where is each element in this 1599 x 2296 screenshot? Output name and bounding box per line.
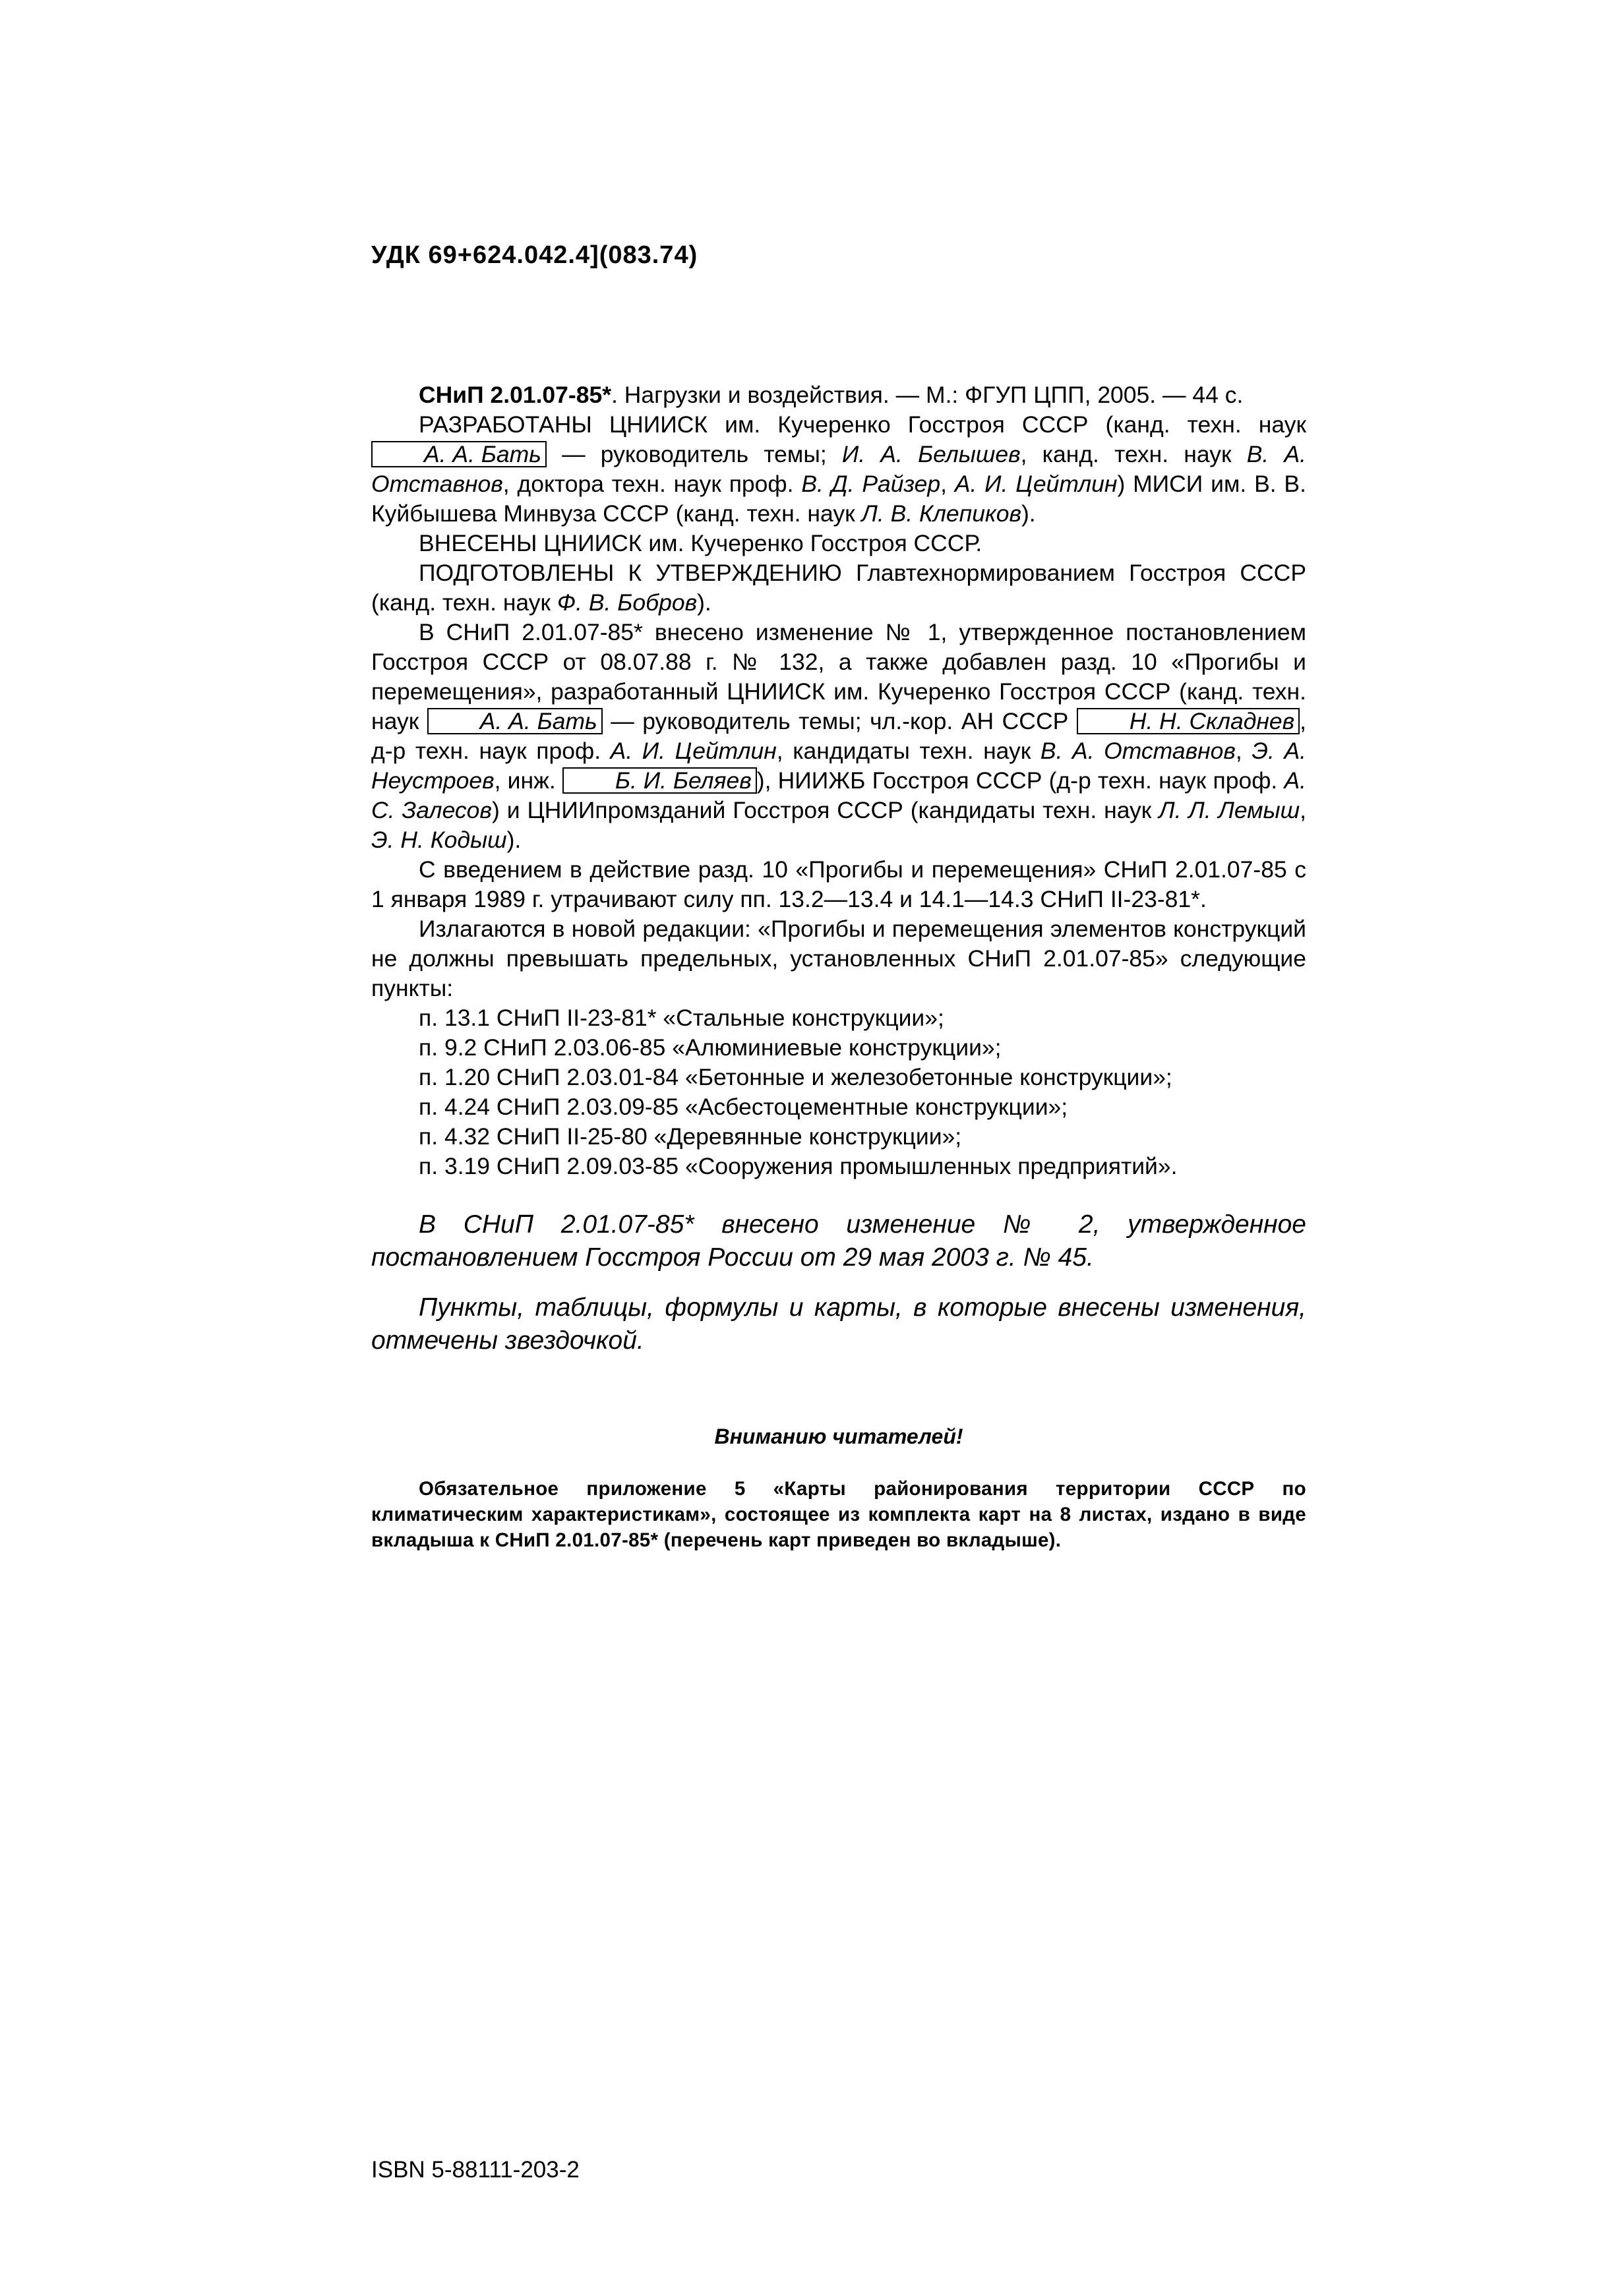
amendment-notes xyxy=(371,1208,1306,1357)
amendment1-paragraph xyxy=(371,618,1306,855)
text-fragment: ). xyxy=(697,589,711,616)
amendment2-paragraph: В СНиП 2.01.07-85* внесено изменение № 2, утвержденное постановлением Госстроя России от 29 мая 2003 г. № 45. xyxy=(371,1210,1306,1272)
boxed-name-bat: А. А. Бать xyxy=(371,441,547,467)
clause-item: п. 9.2 СНиП 2.03.06-85 «Алюминиевые конструкции»; xyxy=(419,1034,1002,1061)
person-name: А. И. Цейтлин xyxy=(610,738,777,764)
text-fragment: РАЗРАБОТАНЫ ЦНИИСК им. Кучеренко Госстроя СССР (канд. техн. наук xyxy=(419,411,1306,438)
standard-code: СНиП 2.01.07-85* xyxy=(419,382,612,408)
text-fragment: , канд. техн. наук xyxy=(1020,441,1247,467)
isbn: ISBN 5-88111-203-2 xyxy=(371,2157,580,2183)
text-fragment: , д-р техн. наук проф. xyxy=(371,708,1307,764)
text-fragment: ) МИСИ им. В. В. Куйбышева Минвуза СССР (канд. техн. наук xyxy=(371,471,1306,527)
clause-item: п. 13.1 СНиП II-23-81* «Стальные конструкции»; xyxy=(419,1005,944,1031)
person-name: Э. А. Неустроев xyxy=(371,738,1306,794)
text-fragment: ), НИИЖБ Госстроя СССР (д-р техн. наук проф. xyxy=(756,767,1284,794)
person-name: В. А. Отставнов xyxy=(1040,738,1236,764)
text-fragment: , xyxy=(1300,797,1306,823)
person-name: Л. Л. Лемыш xyxy=(1159,797,1300,823)
readers-notice-title: Вниманию читателей! xyxy=(714,1425,963,1448)
clause-list xyxy=(371,1003,1306,1181)
document-body xyxy=(371,380,1306,1553)
text-fragment: , доктора техн. наук проф. xyxy=(502,471,802,497)
text-fragment: , xyxy=(1235,738,1252,764)
person-name: В. Д. Райзер xyxy=(801,471,941,497)
text-fragment: ) и ЦНИИпромзданий Госстроя СССР (кандидаты техн. наук xyxy=(491,797,1159,823)
citation-text: . Нагрузки и воздействия. — М.: ФГУП ЦПП, 2005. — 44 с. xyxy=(611,382,1244,408)
text-fragment: , xyxy=(940,471,955,497)
text-fragment: ). xyxy=(506,827,522,853)
prepared-paragraph xyxy=(371,558,1306,618)
person-name: Э. Н. Кодыш xyxy=(371,827,507,853)
text-fragment: ). xyxy=(1021,500,1036,527)
person-name: А. И. Цейтлин xyxy=(954,471,1118,497)
person-name: И. А. Белышев xyxy=(841,441,1021,467)
boxed-name-bat: А. А. Бать xyxy=(427,708,603,734)
text-fragment: ПОДГОТОВЛЕНЫ К УТВЕРЖДЕНИЮ Главтехнормированием Госстроя СССР (канд. техн. наук xyxy=(371,560,1306,616)
section10-paragraph: С введением в действие разд. 10 «Прогибы и перемещения» СНиП 2.01.07-85 с 1 января 1989 г. утрачивают силу пп. 13.2—13.4 и 14.1—14.3 СНиП II-23-81*. xyxy=(371,856,1306,912)
person-name: Л. В. Клепиков xyxy=(861,500,1021,527)
udk-code: УДК 69+624.042.4](083.74) xyxy=(371,241,698,269)
boxed-name-belyaev: Б. И. Беляев xyxy=(562,767,757,794)
text-fragment: В СНиП 2.01.07-85* внесено изменение № 1, утвержденное постановлением Госстроя СССР от 08.07.88 г. № 132, а также добавлен разд. 10 «Прогибы и перемещения», разработанный ЦНИИСК им. Кучеренко Госстроя СССР (канд. техн. наук xyxy=(371,619,1306,734)
clause-item: п. 1.20 СНиП 2.03.01-84 «Бетонные и железобетонные конструкции»; xyxy=(419,1064,1172,1090)
person-name: Ф. В. Бобров xyxy=(557,589,698,616)
person-name: А. С. Залесов xyxy=(371,767,1306,823)
developed-paragraph xyxy=(371,410,1306,529)
asterisk-note-paragraph: Пункты, таблицы, формулы и карты, в которые внесены изменения, отмечены звездочкой. xyxy=(371,1293,1306,1355)
clause-item: п. 4.24 СНиП 2.03.09-85 «Асбестоцементные конструкции»; xyxy=(419,1094,1068,1120)
clause-item: п. 4.32 СНиП II-25-80 «Деревянные конструкции»; xyxy=(419,1123,962,1150)
text-fragment: , кандидаты техн. наук xyxy=(776,738,1041,764)
introduced-paragraph: ВНЕСЕНЫ ЦНИИСК им. Кучеренко Госстроя СССР. xyxy=(419,530,982,556)
person-name: В. А. Отставнов xyxy=(371,441,1306,497)
text-fragment: — руководитель темы; xyxy=(546,441,842,467)
restated-paragraph: Излагаются в новой редакции: «Прогибы и перемещения элементов конструкций не должны превышать предельных, установленных СНиП 2.01.07-85» следующие пункты: xyxy=(371,916,1306,1001)
text-fragment: , инж. xyxy=(494,767,562,794)
boxed-name-skladnev: Н. Н. Складнев xyxy=(1077,708,1300,734)
clause-item: п. 3.19 СНиП 2.09.03-85 «Сооружения промышленных предприятий». xyxy=(419,1153,1178,1179)
text-fragment: — руководитель темы; чл.-кор. АН СССР xyxy=(602,708,1077,734)
readers-notice-text: Обязательное приложение 5 «Карты районирования территории СССР по климатическим характеристикам», состоящее из комплекта карт на 8 листах, издано в виде вкладыша к СНиП 2.01.07-85* (перечень карт приведен во вкладыше). xyxy=(371,1478,1306,1551)
citation-paragraph xyxy=(371,380,1306,410)
